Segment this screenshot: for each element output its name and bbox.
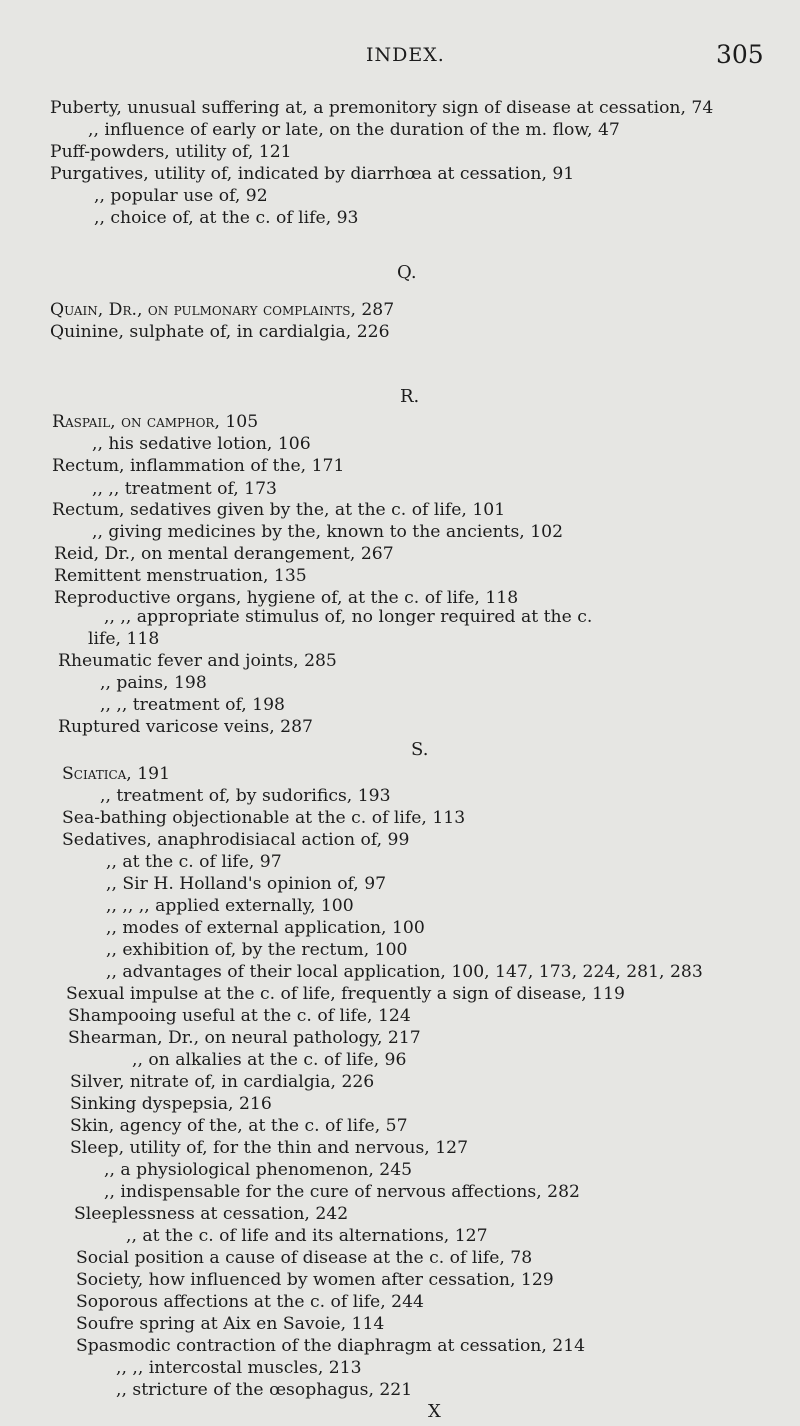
section-letter: R. <box>400 386 420 407</box>
index-subentry: ,, ,, treatment of, 198 <box>100 695 285 715</box>
index-subentry: ,, ,, treatment of, 173 <box>92 479 277 499</box>
index-entry: Social position a cause of disease at the c. of life, 78 <box>76 1248 533 1268</box>
index-subentry: ,, on alkalies at the c. of life, 96 <box>132 1050 407 1070</box>
index-subentry: ,, indispensable for the cure of nervous affections, 282 <box>104 1182 580 1202</box>
index-subentry: ,, his sedative lotion, 106 <box>92 434 311 454</box>
index-subentry: ,, modes of external application, 100 <box>106 918 425 938</box>
index-entry: Raspail, on camphor, 105 <box>52 412 259 432</box>
index-subentry: ,, stricture of the œsophagus, 221 <box>116 1380 413 1400</box>
index-entry: Remittent menstruation, 135 <box>54 566 307 586</box>
index-subentry: ,, at the c. of life and its alternations, 127 <box>126 1226 488 1246</box>
index-entry: Skin, agency of the, at the c. of life, 57 <box>70 1116 408 1136</box>
index-entry: Soporous affections at the c. of life, 244 <box>76 1292 424 1312</box>
index-entry: Silver, nitrate of, in cardialgia, 226 <box>70 1072 375 1092</box>
index-entry: Sciatica, 191 <box>62 764 171 784</box>
index-entry: Rectum, sedatives given by the, at the c. of life, 101 <box>52 500 506 520</box>
index-subentry: ,, Sir H. Holland's opinion of, 97 <box>106 874 387 894</box>
index-entry: Sleeplessness at cessation, 242 <box>74 1204 349 1224</box>
index-entry: Rheumatic fever and joints, 285 <box>58 651 337 671</box>
index-subentry: ,, exhibition of, by the rectum, 100 <box>106 940 408 960</box>
index-subentry: ,, ,, appropriate stimulus of, no longer required at the c. <box>104 607 593 627</box>
index-subentry: ,, ,, ,, applied externally, 100 <box>106 896 354 916</box>
index-entry: Rectum, inflammation of the, 171 <box>52 456 345 476</box>
index-entry: Quain, Dr., on pulmonary complaints, 287 <box>50 300 395 320</box>
index-subentry: ,, ,, intercostal muscles, 213 <box>116 1358 362 1378</box>
index-entry: Puff-powders, utility of, 121 <box>50 142 292 162</box>
section-letter: Q. <box>397 262 417 283</box>
index-entry: Shampooing useful at the c. of life, 124 <box>68 1006 411 1026</box>
index-entry: Reid, Dr., on mental derangement, 267 <box>54 544 394 564</box>
signature-mark: X <box>428 1401 441 1422</box>
index-entry: Sexual impulse at the c. of life, frequently a sign of disease, 119 <box>66 984 625 1004</box>
index-subentry: ,, popular use of, 92 <box>94 186 268 206</box>
index-subentry: ,, a physiological phenomenon, 245 <box>104 1160 413 1180</box>
page-number: 305 <box>716 40 764 69</box>
index-subentry: ,, choice of, at the c. of life, 93 <box>94 208 359 228</box>
section-letter: S. <box>411 739 429 760</box>
index-continuation: life, 118 <box>88 629 160 649</box>
running-head <box>0 42 800 72</box>
index-entry: Shearman, Dr., on neural pathology, 217 <box>68 1028 421 1048</box>
index-entry: Soufre spring at Aix en Savoie, 114 <box>76 1314 385 1334</box>
index-entry: Spasmodic contraction of the diaphragm at cessation, 214 <box>76 1336 586 1356</box>
running-title: INDEX. <box>366 44 445 66</box>
index-subentry: ,, pains, 198 <box>100 673 207 693</box>
index-entry: Sedatives, anaphrodisiacal action of, 99 <box>62 830 410 850</box>
index-entry: Ruptured varicose veins, 287 <box>58 717 313 737</box>
index-entry: Quinine, sulphate of, in cardialgia, 226 <box>50 322 390 342</box>
index-entry: Sinking dyspepsia, 216 <box>70 1094 272 1114</box>
index-subentry: ,, influence of early or late, on the duration of the m. flow, 47 <box>88 120 620 140</box>
index-subentry: ,, advantages of their local application, 100, 147, 173, 224, 281, 283 <box>106 962 703 982</box>
index-subentry: ,, treatment of, by sudorifics, 193 <box>100 786 391 806</box>
index-subentry: ,, at the c. of life, 97 <box>106 852 282 872</box>
index-entry: Society, how influenced by women after cessation, 129 <box>76 1270 554 1290</box>
index-subentry: ,, giving medicines by the, known to the ancients, 102 <box>92 522 564 542</box>
index-entry: Reproductive organs, hygiene of, at the c. of life, 118 <box>54 588 519 608</box>
index-entry: Sleep, utility of, for the thin and nervous, 127 <box>70 1138 469 1158</box>
index-entry: Purgatives, utility of, indicated by diarrhœa at cessation, 91 <box>50 164 575 184</box>
index-entry: Sea-bathing objectionable at the c. of life, 113 <box>62 808 466 828</box>
index-entry: Puberty, unusual suffering at, a premonitory sign of disease at cessation, 74 <box>50 98 714 118</box>
